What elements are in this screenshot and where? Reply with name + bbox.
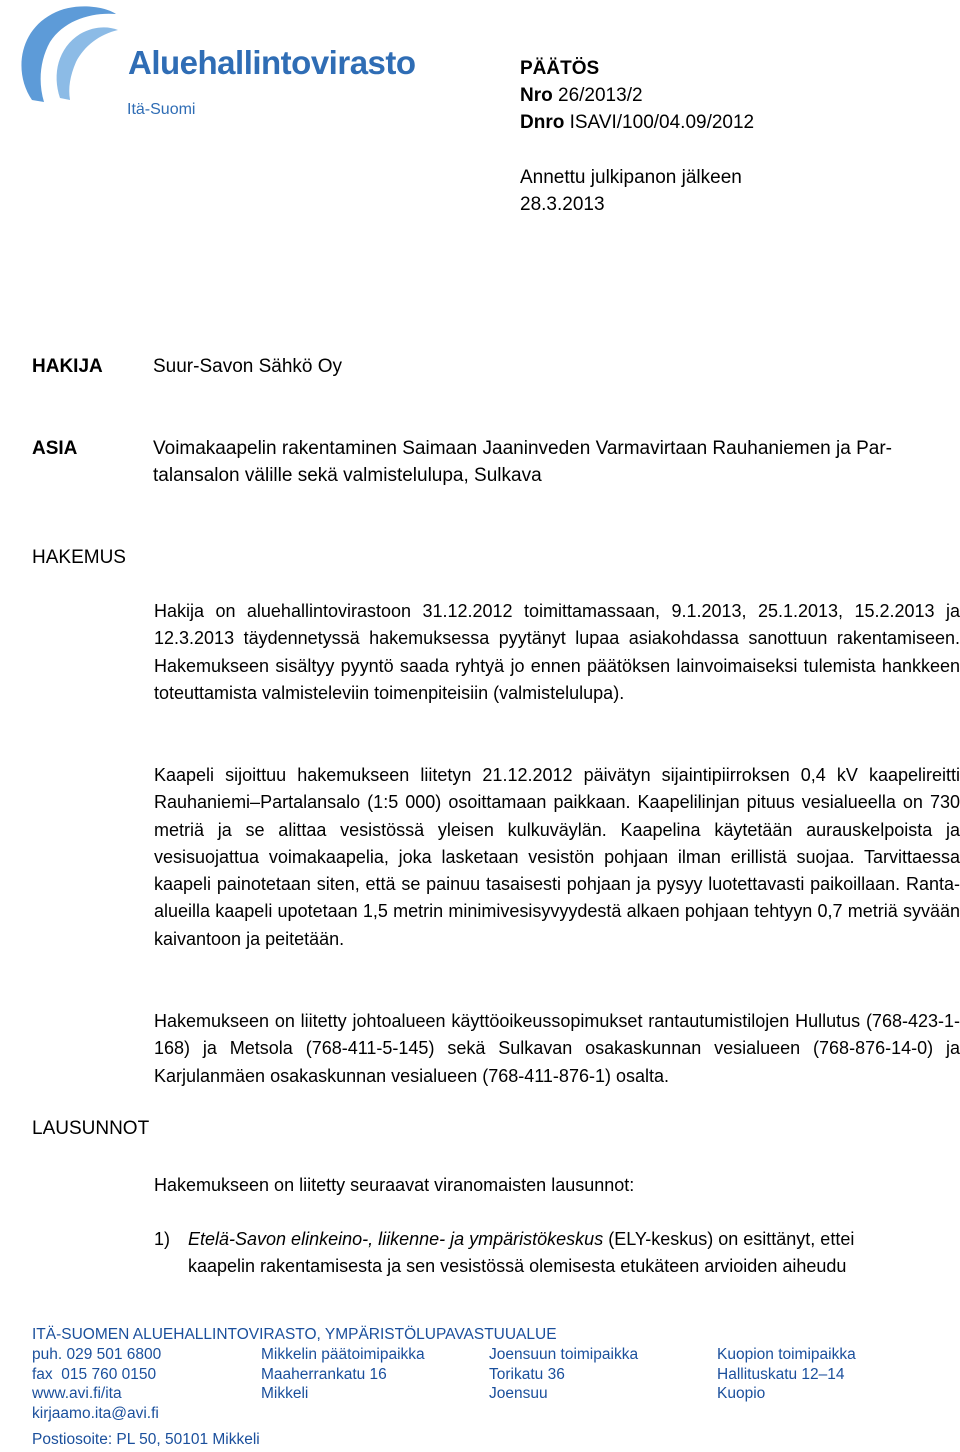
lausunto-item-1-line-1	[188, 1226, 960, 1253]
given-date: 28.3.2013	[520, 194, 605, 215]
decision-number	[520, 82, 643, 109]
office-city: Mikkeli	[261, 1385, 309, 1402]
decision-title: PÄÄTÖS	[520, 58, 600, 79]
diary-number	[520, 109, 754, 136]
lausunto-item-1-number: 1)	[154, 1229, 171, 1249]
nro-label: Nro	[520, 85, 553, 106]
footer-office-kuopio	[717, 1345, 856, 1404]
footer-phone: puh. 029 501 6800	[32, 1346, 162, 1363]
region-name: Itä-Suomi	[127, 101, 196, 118]
footer-postal-address: Postiosoite: PL 50, 50101 Mikkeli	[32, 1431, 260, 1448]
footer-website: www.avi.fi/ita	[32, 1385, 122, 1402]
hakemus-paragraph-3: Hakemukseen on liitetty johtoalueen käyttöoikeussopimukset rantautumistilojen Hullutus (768-423-1-168) ja Metsola (768-411-5-145) sekä Sulkavan osakaskunnan vesialueen (768-876-14-0) ja Karjulanmäen osakaskunnan vesialueen (768-411-876-1) osalta.	[154, 1011, 960, 1086]
footer-email: kirjaamo.ita@avi.fi	[32, 1404, 159, 1422]
office-city: Joensuu	[489, 1385, 548, 1402]
office-street: Maaherrankatu 16	[261, 1365, 387, 1383]
lausunto-item-1-line-1-rest: (ELY-keskus) on esittänyt, ettei	[603, 1229, 855, 1249]
footer-contact	[32, 1345, 161, 1423]
hakija-value: Suur-Savon Sähkö Oy	[153, 356, 343, 377]
lausunto-item-1-line-2: kaapelin rakentamisesta ja sen vesistössä olemisesta etukäteen arvioiden aiheudu	[188, 1256, 847, 1277]
asia-line-1: Voimakaapelin rakentaminen Saimaan Jaaninveden Varmavirtaan Rauhaniemen ja Par-	[153, 438, 892, 459]
office-city: Kuopio	[717, 1385, 766, 1402]
logo-swoosh-icon	[12, 4, 122, 104]
office-street: Torikatu 36	[489, 1365, 565, 1383]
asia-label: ASIA	[32, 438, 78, 459]
hakija-label: HAKIJA	[32, 356, 103, 377]
agency-logo	[12, 4, 416, 104]
footer-fax: fax 015 760 0150	[32, 1365, 157, 1383]
office-title: Mikkelin päätoimipaikka	[261, 1346, 425, 1363]
hakemus-label: HAKEMUS	[32, 547, 126, 568]
logo-name: Aluehallintovirasto	[128, 44, 416, 81]
hakemus-paragraph-2: Kaapeli sijoittuu hakemukseen liitetyn 21.12.2012 päivätyn sijaintipiirroksen 0,4 kV kaapelireitti Rauhaniemi–Partalansalo (1:5 000) osoittamaan paikkaan. Kaapelilinjan pituus vesialueella on 730 metriä ja se alittaa vesistössä yleisen kulkuväylän. Kaapelina käytetään aurauskelpoista ja vesisuojattua voimakaapelia, joka lasketaan vesistön pohjaan ilman erillistä suojaa. Tarvittaessa kaapeli painotetaan siten, että se painuu tasaisesti pohjaan ja pysyy luotettavasti paikoillaan. Ranta-alueilla kaapeli upotetaan 1,5 metrin minimivesisyvyydestä alkaen pohjaan tehtyyn 0,7 metriä syvään kaivantoon ja peitetään.	[154, 765, 960, 949]
asia-line-2: talansalon välille sekä valmistelulupa, Sulkava	[153, 465, 542, 486]
given-label: Annettu julkipanon jälkeen	[520, 167, 742, 188]
lausunnot-label: LAUSUNNOT	[32, 1118, 150, 1139]
nro-value: 26/2013/2	[558, 85, 643, 106]
footer-office-joensuu	[489, 1345, 638, 1404]
lausunto-item-1	[188, 1226, 960, 1281]
ely-centre-name: Etelä-Savon elinkeino-, liikenne- ja ympäristökeskus	[188, 1229, 604, 1249]
hakemus-paragraph-1: Hakija on aluehallintovirastoon 31.12.2012 toimittamassaan, 9.1.2013, 25.1.2013, 15.2.2013 ja 12.3.2013 täydennetyssä hakemuksessa pyytänyt lupaa asiakohdassa sanottuun rakentamiseen. Hakemukseen sisältyy pyyntö saada ryhtyä jo ennen päätöksen lainvoimaiseksi tulemista hankkeen toteuttamista valmisteleviin toimenpiteisiin (valmistelulupa).	[154, 601, 960, 703]
office-title: Kuopion toimipaikka	[717, 1346, 856, 1363]
dnro-value: ISAVI/100/04.09/2012	[569, 112, 755, 133]
office-title: Joensuun toimipaikka	[489, 1346, 639, 1363]
footer-office-mikkeli	[261, 1345, 425, 1404]
lausunnot-intro: Hakemukseen on liitetty seuraavat viranomaisten lausunnot:	[154, 1175, 635, 1195]
dnro-label: Dnro	[520, 112, 565, 133]
footer-org: ITÄ-SUOMEN ALUEHALLINTOVIRASTO, YMPÄRISTÖLUPAVASTUUALUE	[32, 1326, 557, 1343]
office-street: Hallituskatu 12–14	[717, 1365, 845, 1383]
